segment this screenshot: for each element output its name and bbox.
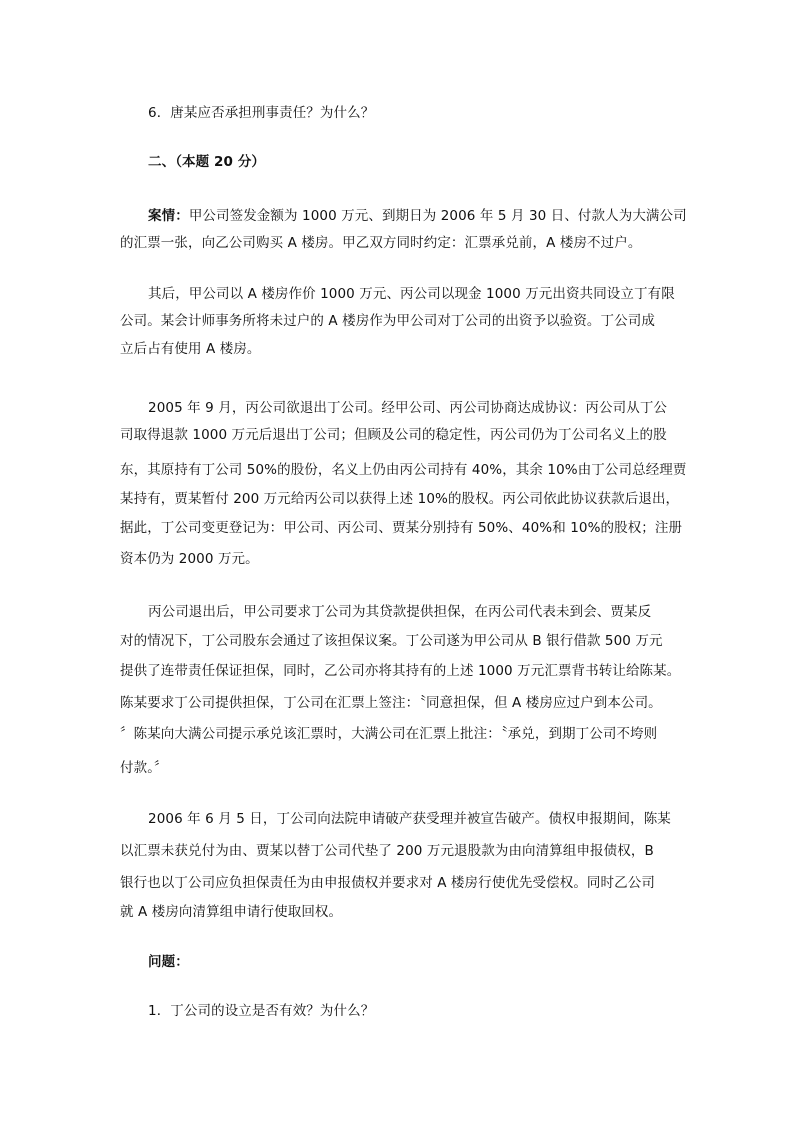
para3-line-2: 司取得退款 1000 万元后退出丁公司；但顾及公司的稳定性，丙公司仍为丁公司名义上的股 [120, 427, 667, 443]
para4-line-1: 丙公司退出后，甲公司要求丁公司为其贷款提供担保，在丙公司代表未到会、贾某反 [148, 604, 652, 620]
para3-line-5: 据此，丁公司变更登记为：甲公司、丙公司、贾某分别持有 50%、40%和 10%的股权；注册 [120, 520, 683, 536]
para4-line-5: 〞陈某向大满公司提示承兑该汇票时，大满公司在汇票上批注：〝承兑，到期丁公司不垮则 [120, 726, 658, 742]
para4-line-6: 付款。〞 [120, 760, 168, 776]
para2-line-3: 立后占有使用 A 楼房。 [120, 341, 261, 357]
question-1: 1．丁公司的设立是否有效？为什么？ [148, 1003, 375, 1019]
para5-line-1: 2006 年 6 月 5 日，丁公司向法院申请破产获受理并被宣告破产。债权申报期间，陈某 [148, 811, 671, 827]
case-line-2: 的汇票一张，向乙公司购买 A 楼房。甲乙双方同时约定：汇票承兑前，A 楼房不过户。 [120, 235, 642, 251]
para4-line-2: 对的情况下，丁公司股东会通过了该担保议案。丁公司遂为甲公司从 B 银行借款 500 万元 [120, 633, 663, 649]
para2-line-2: 公司。某会计师事务所将未过户的 A 楼房作为甲公司对丁公司的出资予以验资。丁公司成 [120, 313, 655, 329]
para5-line-2: 以汇票未获兑付为由、贾某以替丁公司代垫了 200 万元退股款为由向清算组申报债权，B [120, 843, 654, 859]
question-6: 6．唐某应否承担刑事责任？为什么？ [148, 105, 375, 121]
case-line-1 [148, 207, 687, 225]
case-label: 案情： [148, 208, 189, 224]
para2-line-1: 其后，甲公司以 A 楼房作价 1000 万元、丙公司以现金 1000 万元出资共同设立丁有限 [148, 286, 675, 302]
section-heading: 二、（本题 20 分） [148, 154, 266, 170]
para5-line-4: 就 A 楼房向清算组申请行使取回权。 [120, 904, 343, 920]
para3-line-1: 2005 年 9 月，丙公司欲退出丁公司。经甲公司、丙公司协商达成协议：丙公司从丁公 [148, 400, 668, 416]
para4-line-4: 陈某要求丁公司提供担保，丁公司在汇票上签注：〝同意担保，但 A 楼房应过户到本公司。 [120, 695, 662, 711]
case-text-1: 甲公司签发金额为 1000 万元、到期日为 2006 年 5 月 30 日、付款人为大满公司 [188, 208, 687, 224]
para4-line-3: 提供了连带责任保证担保，同时，乙公司亦将其持有的上述 1000 万元汇票背书转让给陈某。 [120, 663, 681, 679]
para5-line-3: 银行也以丁公司应负担保责任为由申报债权并要求对 A 楼房行使优先受偿权。同时乙公司 [120, 875, 655, 891]
para3-line-6: 资本仍为 2000 万元。 [120, 551, 259, 567]
questions-label: 问题： [148, 954, 189, 970]
para3-line-3: 东，其原持有丁公司 50%的股份，名义上仍由丙公司持有 40%，其余 10%由丁公司总经理贾 [120, 462, 687, 478]
para3-line-4: 某持有，贾某暂付 200 万元给丙公司以获得上述 10%的股权。丙公司依此协议获款后退出， [120, 491, 680, 507]
